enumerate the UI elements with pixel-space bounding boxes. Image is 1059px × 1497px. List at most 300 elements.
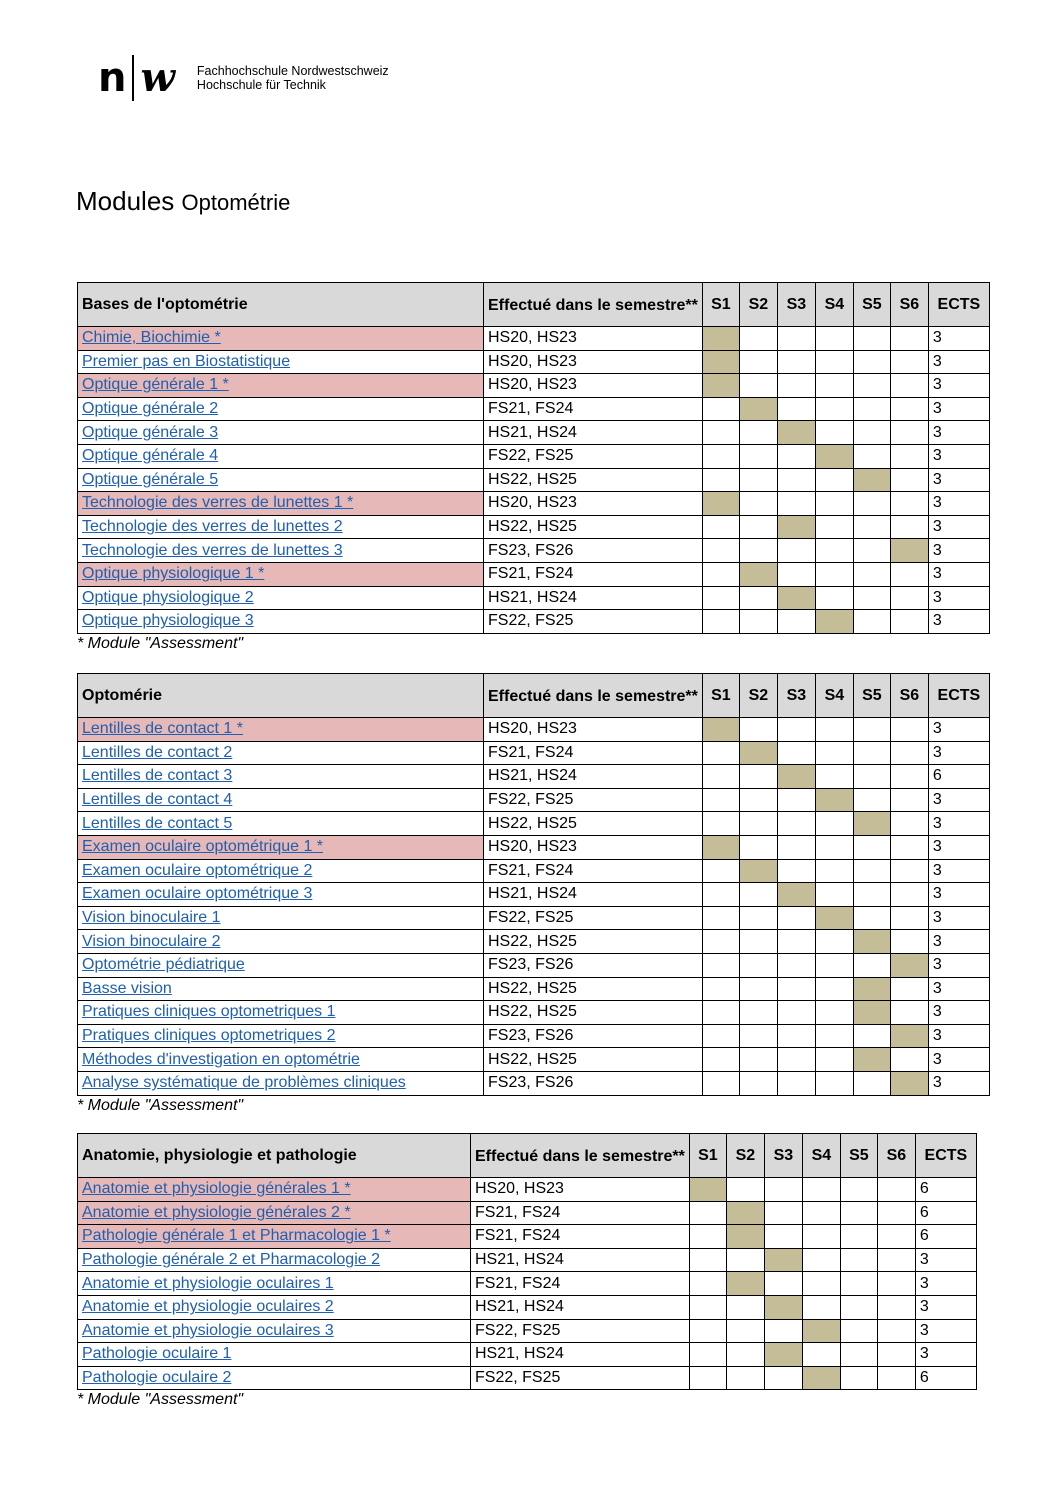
semester-empty xyxy=(777,718,815,742)
table-row xyxy=(78,1366,977,1390)
semester-empty xyxy=(840,1272,877,1296)
module-link[interactable]: Technologie des verres de lunettes 2 xyxy=(82,518,343,536)
module-link[interactable]: Optique générale 1 * xyxy=(82,376,229,394)
s3-header: S3 xyxy=(777,283,815,327)
ects-cell: 3 xyxy=(928,835,989,859)
module-link[interactable]: Anatomie et physiologie oculaires 2 xyxy=(82,1298,334,1316)
ects-cell: 3 xyxy=(928,586,989,610)
logo-w: w xyxy=(140,54,175,101)
semester-cell: HS21, HS24 xyxy=(484,586,703,610)
semester-empty xyxy=(890,350,928,374)
semester-empty xyxy=(739,812,777,836)
ects-cell: 3 xyxy=(928,741,989,765)
semester-cell: FS21, FS24 xyxy=(484,397,703,421)
ects-cell: 3 xyxy=(928,492,989,516)
semester-marker xyxy=(764,1343,802,1367)
ects-cell: 6 xyxy=(915,1178,976,1202)
semester-empty xyxy=(702,1001,739,1025)
semester-cell: HS21, HS24 xyxy=(471,1343,690,1367)
semester-empty xyxy=(840,1248,877,1272)
semester-cell: HS22, HS25 xyxy=(484,515,703,539)
semester-empty xyxy=(890,977,928,1001)
semester-empty xyxy=(815,859,853,883)
table-row xyxy=(78,610,990,634)
semester-marker xyxy=(802,1366,840,1390)
semester-header: Effectué dans le semestre** xyxy=(471,1134,690,1178)
table-row xyxy=(78,397,990,421)
ects-cell: 3 xyxy=(928,883,989,907)
table-row xyxy=(78,1272,977,1296)
table-row xyxy=(78,374,990,398)
module-link[interactable]: Méthodes d'investigation en optométrie xyxy=(82,1050,360,1068)
institution-name: Fachhochschule Nordwestschweiz xyxy=(196,64,389,78)
semester-empty xyxy=(853,421,890,445)
semester-empty xyxy=(702,953,739,977)
semester-marker xyxy=(853,812,890,836)
semester-empty xyxy=(777,835,815,859)
semester-empty xyxy=(890,835,928,859)
semester-empty xyxy=(890,327,928,351)
semester-cell: FS22, FS25 xyxy=(484,444,703,468)
semester-cell: HS20, HS23 xyxy=(471,1178,690,1202)
module-link[interactable]: Pratiques cliniques optometriques 1 xyxy=(82,1003,336,1021)
semester-empty xyxy=(815,1024,853,1048)
table-row xyxy=(78,1225,977,1249)
s2-header: S2 xyxy=(739,283,777,327)
semester-marker xyxy=(726,1225,764,1249)
semester-empty xyxy=(689,1272,726,1296)
table-row xyxy=(78,859,990,883)
module-link[interactable]: Lentilles de contact 5 xyxy=(82,814,233,832)
semester-empty xyxy=(815,515,853,539)
semester-empty xyxy=(777,492,815,516)
ects-cell: 3 xyxy=(928,468,989,492)
semester-empty xyxy=(739,539,777,563)
semester-empty xyxy=(777,444,815,468)
section-title: Optomérie xyxy=(78,674,484,718)
module-link[interactable]: Technologie des verres de lunettes 1 * xyxy=(82,494,354,512)
ects-header: ECTS xyxy=(928,674,989,718)
semester-empty xyxy=(890,765,928,789)
semester-marker xyxy=(739,741,777,765)
semester-empty xyxy=(689,1366,726,1390)
s3-header: S3 xyxy=(764,1134,802,1178)
semester-marker xyxy=(739,859,777,883)
semester-empty xyxy=(853,515,890,539)
module-link[interactable]: Anatomie et physiologie oculaires 3 xyxy=(82,1321,334,1339)
module-name-cell xyxy=(78,492,484,516)
module-name-cell xyxy=(78,397,484,421)
module-link[interactable]: Optique générale 3 xyxy=(82,423,219,441)
semester-empty xyxy=(702,765,739,789)
semester-empty xyxy=(853,718,890,742)
semester-marker xyxy=(702,835,739,859)
ects-cell: 3 xyxy=(915,1248,976,1272)
semester-marker xyxy=(815,906,853,930)
semester-empty xyxy=(702,741,739,765)
ects-header: ECTS xyxy=(915,1134,976,1178)
module-link[interactable]: Pathologie oculaire 2 xyxy=(82,1369,232,1387)
table-row xyxy=(78,953,990,977)
semester-empty xyxy=(739,835,777,859)
semester-empty xyxy=(890,586,928,610)
semester-empty xyxy=(877,1201,915,1225)
semester-empty xyxy=(890,397,928,421)
semester-empty xyxy=(777,906,815,930)
semester-cell: FS23, FS26 xyxy=(484,1024,703,1048)
module-link[interactable]: Optique physiologique 3 xyxy=(82,612,254,630)
semester-empty xyxy=(702,444,739,468)
semester-empty xyxy=(764,1201,802,1225)
ects-cell: 3 xyxy=(928,930,989,954)
ects-cell: 3 xyxy=(928,788,989,812)
semester-empty xyxy=(739,468,777,492)
ects-cell: 3 xyxy=(915,1295,976,1319)
semester-empty xyxy=(739,930,777,954)
table-row xyxy=(78,586,990,610)
module-link[interactable]: Vision binoculaire 2 xyxy=(82,932,221,950)
semester-empty xyxy=(702,468,739,492)
semester-empty xyxy=(702,610,739,634)
semester-empty xyxy=(853,741,890,765)
module-link[interactable]: Optique générale 2 xyxy=(82,400,219,418)
semester-empty xyxy=(890,883,928,907)
ects-cell: 3 xyxy=(928,421,989,445)
module-link[interactable]: Premier pas en Biostatistique xyxy=(82,352,291,370)
semester-empty xyxy=(739,1001,777,1025)
semester-header: Effectué dans le semestre** xyxy=(484,283,703,327)
semester-empty xyxy=(739,1071,777,1095)
module-link[interactable]: Chimie, Biochimie * xyxy=(82,329,221,347)
semester-empty xyxy=(815,1001,853,1025)
ects-cell: 3 xyxy=(928,327,989,351)
semester-empty xyxy=(739,492,777,516)
semester-empty xyxy=(877,1366,915,1390)
ects-cell: 3 xyxy=(928,859,989,883)
semester-cell: FS23, FS26 xyxy=(484,1071,703,1095)
s5-header: S5 xyxy=(840,1134,877,1178)
semester-cell: HS22, HS25 xyxy=(484,1048,703,1072)
semester-empty xyxy=(739,586,777,610)
module-link[interactable]: Vision binoculaire 1 xyxy=(82,909,221,927)
semester-empty xyxy=(853,374,890,398)
ects-cell: 3 xyxy=(928,374,989,398)
section-title: Bases de l'optométrie xyxy=(78,283,484,327)
table-row xyxy=(78,906,990,930)
semester-marker xyxy=(689,1178,726,1202)
ects-header: ECTS xyxy=(928,283,989,327)
assessment-footnote: * Module "Assessment" xyxy=(77,634,244,652)
semester-empty xyxy=(890,468,928,492)
module-name-cell xyxy=(78,610,484,634)
module-name-cell xyxy=(78,765,484,789)
module-link[interactable]: Examen oculaire optométrique 2 xyxy=(82,861,313,879)
semester-empty xyxy=(890,788,928,812)
semester-empty xyxy=(702,788,739,812)
module-link[interactable]: Optométrie pédiatrique xyxy=(82,956,245,974)
semester-empty xyxy=(726,1343,764,1367)
module-link[interactable]: Lentilles de contact 3 xyxy=(82,767,233,785)
module-name-cell xyxy=(78,1366,471,1390)
table-row xyxy=(78,835,990,859)
semester-empty xyxy=(689,1343,726,1367)
semester-empty xyxy=(815,835,853,859)
s3-header: S3 xyxy=(777,674,815,718)
table-header xyxy=(78,1134,977,1178)
ects-cell: 3 xyxy=(928,444,989,468)
semester-empty xyxy=(802,1343,840,1367)
semester-cell: HS20, HS23 xyxy=(484,350,703,374)
s1-header: S1 xyxy=(689,1134,726,1178)
module-link[interactable]: Analyse systématique de problèmes cliniques xyxy=(82,1074,406,1092)
table-row xyxy=(78,765,990,789)
module-link[interactable]: Lentilles de contact 1 * xyxy=(82,720,243,738)
semester-empty xyxy=(739,953,777,977)
table-row xyxy=(78,327,990,351)
table-row xyxy=(78,1178,977,1202)
module-link[interactable]: Optique générale 5 xyxy=(82,470,219,488)
semester-empty xyxy=(877,1272,915,1296)
semester-marker xyxy=(853,1001,890,1025)
semester-empty xyxy=(840,1225,877,1249)
semester-marker xyxy=(702,374,739,398)
s6-header: S6 xyxy=(890,283,928,327)
table-row xyxy=(78,1024,990,1048)
module-name-cell xyxy=(78,859,484,883)
table-row xyxy=(78,1319,977,1343)
semester-empty xyxy=(890,930,928,954)
s1-header: S1 xyxy=(702,283,739,327)
ects-cell: 3 xyxy=(915,1319,976,1343)
semester-empty xyxy=(815,812,853,836)
table-row xyxy=(78,562,990,586)
semester-empty xyxy=(777,953,815,977)
module-name-cell xyxy=(78,835,484,859)
semester-empty xyxy=(853,883,890,907)
title-sub: Optométrie xyxy=(181,190,291,215)
semester-marker xyxy=(726,1272,764,1296)
module-link[interactable]: Lentilles de contact 2 xyxy=(82,743,233,761)
semester-empty xyxy=(689,1248,726,1272)
module-link[interactable]: Basse vision xyxy=(82,979,172,997)
table-row xyxy=(78,1001,990,1025)
semester-empty xyxy=(815,421,853,445)
semester-empty xyxy=(739,444,777,468)
s2-header: S2 xyxy=(726,1134,764,1178)
table-row xyxy=(78,492,990,516)
table-row xyxy=(78,468,990,492)
semester-header: Effectué dans le semestre** xyxy=(484,674,703,718)
ects-cell: 6 xyxy=(915,1201,976,1225)
table-row xyxy=(78,1295,977,1319)
table-row xyxy=(78,812,990,836)
semester-empty xyxy=(726,1248,764,1272)
semester-empty xyxy=(890,741,928,765)
semester-cell: FS22, FS25 xyxy=(484,610,703,634)
semester-empty xyxy=(802,1201,840,1225)
ects-cell: 3 xyxy=(915,1343,976,1367)
semester-marker xyxy=(853,977,890,1001)
semester-empty xyxy=(815,350,853,374)
semester-empty xyxy=(815,468,853,492)
semester-empty xyxy=(890,374,928,398)
table-row xyxy=(78,977,990,1001)
semester-cell: HS20, HS23 xyxy=(484,327,703,351)
semester-empty xyxy=(890,421,928,445)
module-name-cell xyxy=(78,1248,471,1272)
semester-cell: HS22, HS25 xyxy=(484,977,703,1001)
module-name-cell xyxy=(78,586,484,610)
module-name-cell xyxy=(78,350,484,374)
semester-empty xyxy=(877,1248,915,1272)
semester-cell: HS22, HS25 xyxy=(484,812,703,836)
module-name-cell xyxy=(78,1343,471,1367)
semester-marker xyxy=(702,492,739,516)
semester-empty xyxy=(853,859,890,883)
module-name-cell xyxy=(78,1295,471,1319)
ects-cell: 3 xyxy=(928,515,989,539)
semester-empty xyxy=(739,421,777,445)
semester-empty xyxy=(853,953,890,977)
semester-empty xyxy=(702,883,739,907)
module-link[interactable]: Pathologie générale 1 et Pharmacologie 1 * xyxy=(82,1227,391,1245)
module-link[interactable]: Anatomie et physiologie générales 2 * xyxy=(82,1203,351,1221)
semester-empty xyxy=(853,906,890,930)
ects-cell: 3 xyxy=(928,1071,989,1095)
semester-cell: HS21, HS24 xyxy=(471,1295,690,1319)
assessment-footnote: * Module "Assessment" xyxy=(77,1391,244,1409)
table-row xyxy=(78,788,990,812)
semester-empty xyxy=(840,1366,877,1390)
module-name-cell xyxy=(78,718,484,742)
semester-empty xyxy=(739,374,777,398)
module-link[interactable]: Optique physiologique 2 xyxy=(82,588,254,606)
module-link[interactable]: Pathologie générale 2 et Pharmacologie 2 xyxy=(82,1251,380,1269)
semester-marker xyxy=(702,327,739,351)
module-name-cell xyxy=(78,1225,471,1249)
semester-empty xyxy=(702,812,739,836)
semester-empty xyxy=(890,812,928,836)
semester-marker xyxy=(853,468,890,492)
semester-cell: FS22, FS25 xyxy=(471,1319,690,1343)
semester-cell: HS20, HS23 xyxy=(484,374,703,398)
ects-cell: 3 xyxy=(928,1001,989,1025)
semester-cell: HS21, HS24 xyxy=(484,883,703,907)
module-section-bases xyxy=(77,282,990,653)
title-main: Modules xyxy=(76,186,175,216)
semester-empty xyxy=(815,741,853,765)
semester-empty xyxy=(815,883,853,907)
module-link[interactable]: Optique générale 4 xyxy=(82,447,219,465)
semester-empty xyxy=(815,586,853,610)
semester-empty xyxy=(815,953,853,977)
semester-empty xyxy=(702,421,739,445)
semester-cell: FS21, FS24 xyxy=(484,859,703,883)
semester-cell: FS21, FS24 xyxy=(471,1272,690,1296)
semester-marker xyxy=(802,1319,840,1343)
semester-cell: HS22, HS25 xyxy=(484,930,703,954)
semester-marker xyxy=(764,1295,802,1319)
semester-empty xyxy=(853,492,890,516)
semester-cell: HS22, HS25 xyxy=(484,468,703,492)
module-section-optometrie xyxy=(77,673,990,1115)
module-link[interactable]: Lentilles de contact 4 xyxy=(82,791,233,809)
module-link[interactable]: Anatomie et physiologie générales 1 * xyxy=(82,1180,351,1198)
semester-empty xyxy=(702,906,739,930)
semester-empty xyxy=(702,586,739,610)
module-link[interactable]: Pratiques cliniques optometriques 2 xyxy=(82,1027,336,1045)
semester-empty xyxy=(840,1343,877,1367)
semester-empty xyxy=(815,977,853,1001)
table-row xyxy=(78,515,990,539)
semester-cell: HS21, HS24 xyxy=(484,421,703,445)
semester-empty xyxy=(890,1001,928,1025)
table-row xyxy=(78,421,990,445)
semester-empty xyxy=(853,444,890,468)
module-name-cell xyxy=(78,421,484,445)
ects-cell: 3 xyxy=(928,562,989,586)
semester-empty xyxy=(777,1071,815,1095)
semester-empty xyxy=(802,1295,840,1319)
semester-empty xyxy=(890,562,928,586)
ects-cell: 3 xyxy=(928,718,989,742)
semester-cell: HS22, HS25 xyxy=(484,1001,703,1025)
semester-marker xyxy=(702,718,739,742)
table-row xyxy=(78,350,990,374)
module-link[interactable]: Examen oculaire optométrique 1 * xyxy=(82,838,324,856)
module-name-cell xyxy=(78,374,484,398)
semester-empty xyxy=(853,327,890,351)
module-name-cell xyxy=(78,1048,484,1072)
module-name-cell xyxy=(78,1272,471,1296)
semester-marker xyxy=(777,515,815,539)
semester-empty xyxy=(689,1225,726,1249)
semester-empty xyxy=(702,397,739,421)
semester-cell: HS20, HS23 xyxy=(484,835,703,859)
module-link[interactable]: Optique physiologique 1 * xyxy=(82,565,265,583)
semester-empty xyxy=(777,1001,815,1025)
semester-cell: FS22, FS25 xyxy=(484,906,703,930)
semester-empty xyxy=(726,1295,764,1319)
module-name-cell xyxy=(78,1319,471,1343)
module-name-cell xyxy=(78,1201,471,1225)
semester-empty xyxy=(815,539,853,563)
semester-empty xyxy=(853,1071,890,1095)
table-row xyxy=(78,1201,977,1225)
s5-header: S5 xyxy=(853,283,890,327)
module-link[interactable]: Pathologie oculaire 1 xyxy=(82,1345,232,1363)
module-link[interactable]: Anatomie et physiologie oculaires 1 xyxy=(82,1274,334,1292)
s6-header: S6 xyxy=(890,674,928,718)
semester-empty xyxy=(815,765,853,789)
semester-marker xyxy=(890,539,928,563)
semester-empty xyxy=(815,327,853,351)
table-row xyxy=(78,539,990,563)
semester-marker xyxy=(853,930,890,954)
module-link[interactable]: Examen oculaire optométrique 3 xyxy=(82,885,313,903)
module-link[interactable]: Technologie des verres de lunettes 3 xyxy=(82,541,343,559)
module-name-cell xyxy=(78,1071,484,1095)
ects-cell: 3 xyxy=(928,977,989,1001)
table-row xyxy=(78,718,990,742)
module-name-cell xyxy=(78,953,484,977)
semester-empty xyxy=(739,765,777,789)
module-name-cell xyxy=(78,327,484,351)
semester-empty xyxy=(890,718,928,742)
s4-header: S4 xyxy=(815,283,853,327)
semester-empty xyxy=(739,788,777,812)
semester-empty xyxy=(739,718,777,742)
